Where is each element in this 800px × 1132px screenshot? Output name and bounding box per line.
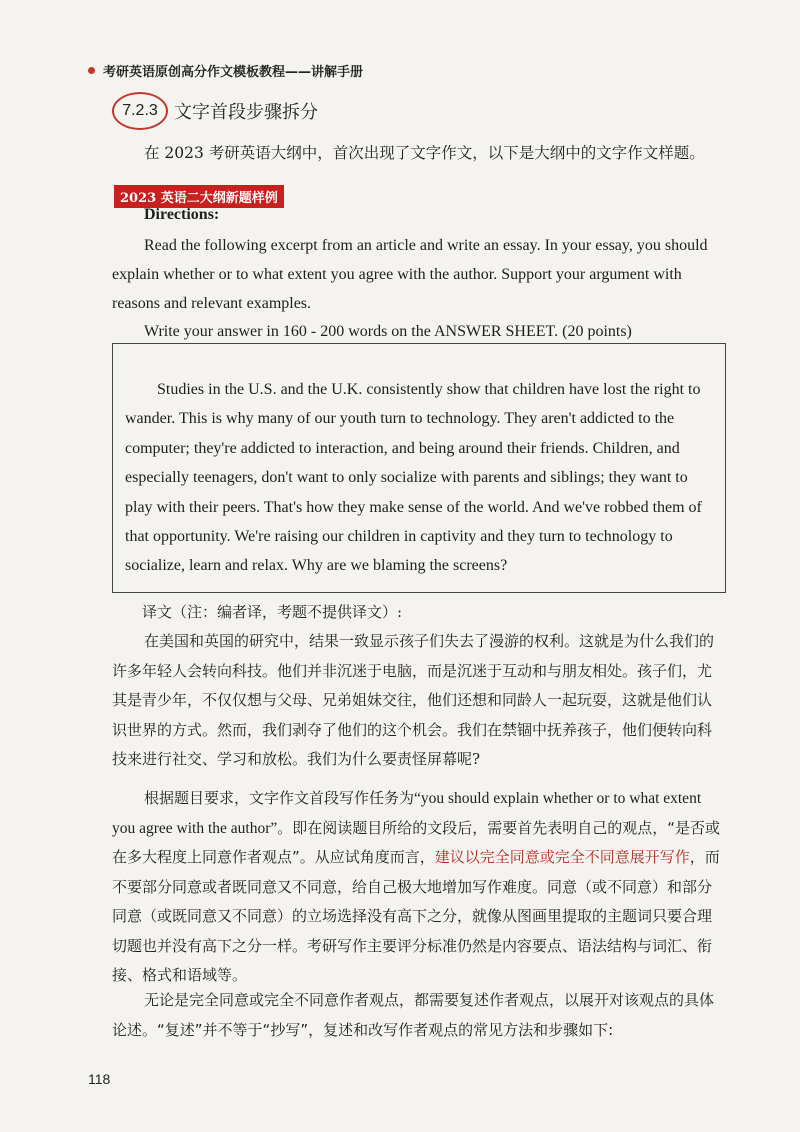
directions-title: Directions: (144, 206, 220, 223)
analysis-paragraph (112, 784, 724, 991)
excerpt-text: Studies in the U.S. and the U.K. consistently show that children have lost the right to wander. This is why many of our youth turn to technology. They aren't addicted to the computer; they're addicted to interaction, and being around their friends. Children, and especially teenagers, don't want to only socialize with parents and siblings; they want to play with their peers. That's how they make sense of the world. And we've robbed them of that opportunity. We're raising our children in captivity and they turn to technology to socialize, learn and relax. Why are we blaming the screens? (125, 381, 702, 575)
excerpt-box (112, 343, 726, 593)
translation-body: 在美国和英国的研究中，结果一致显示孩子们失去了漫游的权利。这就是为什么我们的许多年轻人会转向科技。他们并非沉迷于电脑，而是沉迷于互动和与朋友相处。孩子们，尤其是青少年，不仅仅想与父母、兄弟姐妹交往，他们还想和同龄人一起玩耍，这就是他们认识世界的方式。然而，我们剥夺了他们的这个机会。我们在禁锢中抚养孩子，他们便转向科技来进行社交、学习和放松。我们为什么要责怪屏幕呢? (112, 632, 715, 768)
final-paragraph: 无论是完全同意或完全不同意作者观点，都需要复述作者观点，以展开对该观点的具体论述。“复述”并不等于“抄写”，复述和改写作者观点的常见方法和步骤如下: (112, 991, 715, 1039)
directions-body: Read the following excerpt from an article and write an essay. In your essay, you should explain whether or to what extent you agree with the author. Support your argument with reasons and relevant examples. (112, 237, 708, 312)
translation-title: 译文（注：编者译，考题不提供译文）: (142, 603, 403, 621)
bullet-dot-icon (88, 67, 95, 74)
analysis-text-2: 。即在阅读题目所给的文段后，需要首先表明自己的观点，“是否或在多大程度上同意作者观点”。从应试角度而言， (112, 818, 721, 866)
section-title: 文字首段步骤拆分 (174, 102, 318, 123)
page-number: 118 (88, 1071, 111, 1087)
analysis-quote-en: “you should explain whether or to what extent you agree with the author” (112, 790, 702, 837)
intro-paragraph: 在 2023 考研英语大纲中，首次出现了文字作文，以下是大纲中的文字作文样题。 (144, 144, 705, 162)
sample-tag: 2023 英语二大纲新题样例 (114, 185, 284, 208)
analysis-highlight: 建议以完全同意或完全不同意展开写作 (434, 848, 690, 866)
running-header (88, 61, 363, 80)
analysis-text-3: ，而不要部分同意或者既同意又不同意，给自己极大地增加写作难度。同意（或不同意）和部分同意（或既同意又不同意）的立场选择没有高下之分，就像从图画里提取的主题词只要合理切题也并没有高下之分一样。考研写作主要评分标准仍然是内容要点、语法结构与词汇、衔接、格式和语域等。 (112, 848, 720, 984)
section-number-badge: 7.2.3 (112, 92, 168, 130)
analysis-text-1: 根据题目要求，文字作文首段写作任务为 (144, 789, 415, 807)
section-heading (112, 92, 318, 130)
running-header-title: 考研英语原创高分作文模板教程——讲解手册 (103, 65, 364, 80)
directions-word-requirement: Write your answer in 160 - 200 words on the ANSWER SHEET. (20 points) (144, 323, 632, 340)
